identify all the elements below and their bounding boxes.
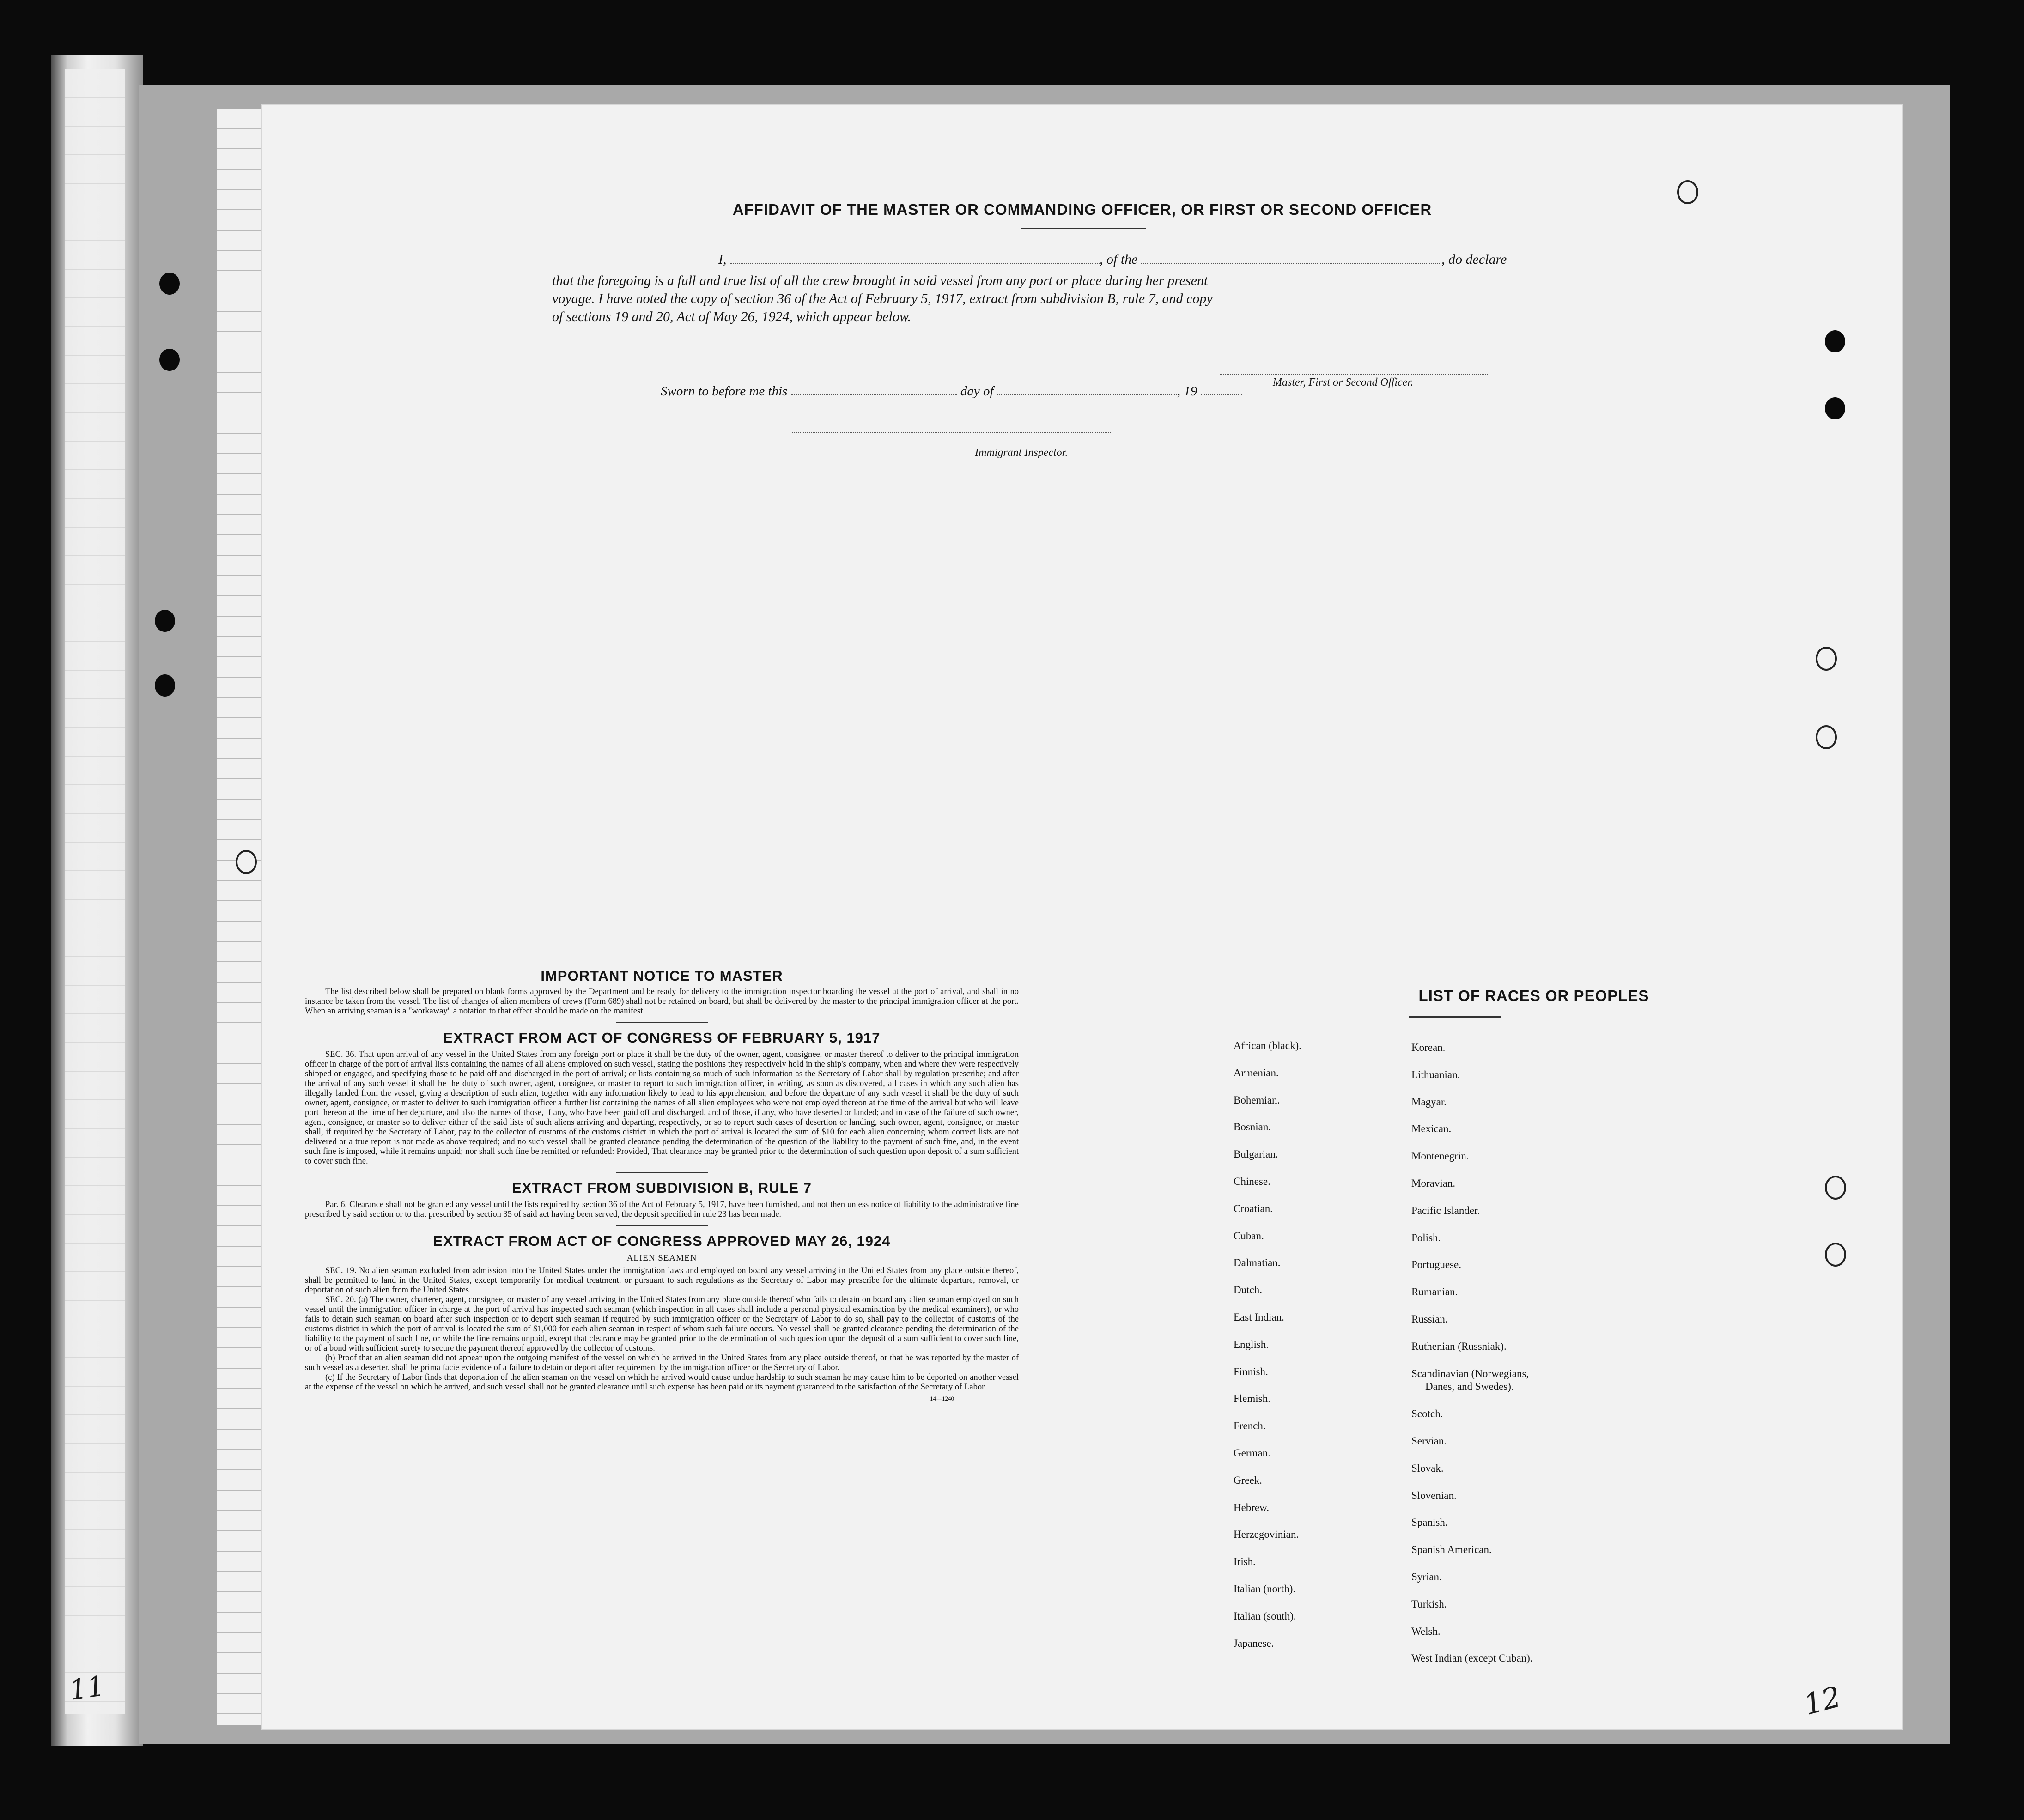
race-item: Ruthenian (Russniak). [1411,1340,1507,1352]
race-item: Japanese. [1234,1637,1274,1649]
race-item: Dutch. [1234,1284,1262,1296]
notice-divider [616,1022,708,1023]
race-item: Syrian. [1411,1571,1442,1583]
race-item: Polish. [1411,1232,1441,1244]
races-divider [1409,1016,1501,1018]
race-item: Rumanian. [1411,1286,1458,1298]
punch-hole [155,674,175,697]
race-item: West Indian (except Cuban). [1411,1652,1533,1664]
extract-1924-body [305,1266,1019,1392]
punch-hole [236,850,257,874]
punch-hole [155,610,175,632]
races-title: LIST OF RACES OR PEOPLES [1418,987,1649,1004]
race-item: Servian. [1411,1435,1447,1447]
race-item: Turkish. [1411,1598,1447,1610]
extract-1917-paragraph: SEC. 36. That upon arrival of any vessel in the United States from any foreign port or place it shall be the duty of the owner, agent, consignee, or master thereof to deliver to the principal immigration officer in charge of the port of arrival lists containing the names of all aliens employed on such vessel, stating the positions they respectively hold in the ship's company, when and where they were respectively shipped or engaged, and specifying those to be paid off and discharged in the port of arrival; or lists containing so much of such information as the Secretary of Labor shall by regulation prescribe; and after the arrival of any such vessel it shall be the duty of such owner, agent, consignee, or master to report to such immigration officer, in writing, as soon as discovered, all cases in which any such alien has illegally landed from the vessel, giving a description of such alien, together with any information likely to lead to his apprehension; and before the departure of any such vessel it shall be the duty of such owner, agent, consignee, or master to deliver to such immigration officer a further list containing the names of all alien employees who were not employed thereon at the time of the arrival but who will leave port thereon at the time of her departure, and also the names of those, if any, who have been paid off and discharged, and of those, if any, who have deserted or landed; and in case of the failure of such owner, agent, consignee, or master so to deliver either of the said lists of such aliens arriving and departing, respectively, or so to report such cases of desertion or landing, such owner, agent, consignee, or master shall, if required by the Secretary of Labor, pay to the collector of customs of the customs district in which the port of arrival is located the sum of $10 for each alien concerning whom correct lists are not delivered or a true report is not made as above required; and no such vessel shall be granted clearance pending the determination of the question of the liability to the payment of such fine, and, in the event such fine is imposed, while it remains unpaid; nor shall such fine be remitted or refunded: Provided, That clearance may be granted prior to the determination of such question upon deposit of a sum sufficient to cover such fine. [305,1050,1019,1166]
race-item: East Indian. [1234,1311,1284,1323]
race-item: Moravian. [1411,1177,1456,1189]
affidavit-line-4: of sections 19 and 20, Act of May 26, 1924, which appear below. [552,309,912,324]
punch-hole [1816,725,1837,749]
manifest-page [261,104,1903,1730]
race-item: Danes, and Swedes). [1425,1381,1514,1393]
sworn-month-blank[interactable] [997,384,1177,395]
race-item: Bosnian. [1234,1121,1271,1133]
race-item: Italian (south). [1234,1610,1296,1622]
name-blank[interactable] [730,253,1100,264]
binder-edge-pages [65,69,125,1714]
affidavit-title: AFFIDAVIT OF THE MASTER OR COMMANDING OFFICER, OR FIRST OR SECOND OFFICER [732,201,1432,218]
race-item: Irish. [1234,1556,1256,1568]
race-item: Chinese. [1234,1175,1270,1187]
race-item: Dalmatian. [1234,1257,1281,1269]
sworn-year-label: , 19 [1177,384,1197,399]
extract-1917-title: EXTRACT FROM ACT OF CONGRESS OF FEBRUARY 5, 1917 [443,1030,881,1046]
affidavit-i: I, [718,252,727,267]
inspector-signature-label: Immigrant Inspector. [975,447,1068,459]
race-item: Croatian. [1234,1202,1273,1214]
rule-7-paragraph: Par. 6. Clearance shall not be granted any vessel until the lists required by section 36 of the Act of February 5, 1917, have been furnished, and not then unless notice of liability to the administrative fine prescribed by said section or to that prescribed by section 35 of said act having been served, the deposit specified in rule 23 has been made. [305,1200,1019,1219]
sworn-prefix: Sworn to before me this [661,384,788,399]
handwritten-page-number-left: 11 [67,1670,107,1707]
race-item: Hebrew. [1234,1501,1270,1513]
races-left-column [1234,1032,1301,1657]
sworn-year-blank[interactable] [1201,384,1242,395]
sworn-day-of-label: day of [960,384,994,399]
race-item: Finnish. [1234,1365,1268,1377]
affidavit-line-1 [552,249,1776,270]
punch-hole [1825,330,1845,352]
punch-hole [1677,180,1698,204]
race-item: English. [1234,1338,1269,1350]
race-item: Armenian. [1234,1067,1279,1079]
race-item: Spanish American. [1411,1544,1492,1556]
race-item: Slovak. [1411,1462,1444,1474]
punch-hole [1816,647,1837,671]
master-signature-label: Master, First or Second Officer. [1273,376,1413,388]
notice-column [305,968,1019,1402]
race-item: Scandinavian (Norwegians, [1411,1367,1529,1379]
notice-body [305,987,1019,1016]
race-item: Portuguese. [1411,1259,1461,1271]
race-item: Korean. [1411,1042,1446,1053]
race-item: Montenegrin. [1411,1150,1469,1162]
sec-20a-paragraph: SEC. 20. (a) The owner, charterer, agent, consignee, or master of any vessel arriving in the United States from any place outside thereof who fails to detain on board any alien seaman employed on such vessel until the immigration officer in charge at the port of arrival has inspected such seaman (which inspection in all cases shall include a personal physical examination by the medical examiners), or who fails to detain such seaman on board after such inspection or to deport such seaman if required by such immigration officer or the Secretary of Labor to do so, shall pay to the collector of customs of the customs district in which the port of arrival is located the sum of $1,000 for each alien seaman in respect of whom such failure occurs. No vessel shall be granted clearance pending the determination of the liability to the payment of such fine, or while the fine remains unpaid, except that clearance may be granted prior to the determination of such question upon the deposit of a sum sufficient to cover such fine, or of a bond with sufficient surety to secure the payment thereof approved by the collector of customs. [305,1295,1019,1353]
race-item: Russian. [1411,1313,1448,1325]
form-number: 14—1240 [930,1395,954,1402]
race-item: Spanish. [1411,1517,1448,1529]
affidavit-line-3: voyage. I have noted the copy of section 36 of the Act of February 5, 1917, extract from subdivision B, rule 7, and copy [552,291,1213,306]
race-item: Pacific Islander. [1411,1204,1480,1216]
inspector-signature-line[interactable] [792,432,1111,433]
rule-7-divider [616,1225,708,1226]
extract-1917-divider [616,1172,708,1173]
race-item: Slovenian. [1411,1489,1457,1501]
race-item: Scotch. [1411,1408,1443,1420]
sec-20c-paragraph: (c) If the Secretary of Labor finds that deportation of the alien seaman on the vessel on which he arrived would cause undue hardship to such seaman he may cause him to be deported on another vessel at the expense of the vessel on which he arrived, and such vessel shall not be granted clearance until such expense has been paid or its payment guaranteed to the satisfaction of the Secretary of Labor. [305,1373,1019,1392]
race-item: French. [1234,1420,1266,1432]
punch-hole [1825,1243,1846,1267]
race-item: African (black). [1234,1040,1301,1051]
of-the-label: , of the [1100,252,1138,267]
punch-hole [159,273,180,295]
alien-seamen-subtitle: ALIEN SEAMEN [626,1253,697,1263]
extract-1917-body [305,1050,1019,1166]
race-item: German. [1234,1447,1270,1459]
race-item: Herzegovinian. [1234,1529,1299,1541]
rule-7-title: EXTRACT FROM SUBDIVISION B, RULE 7 [512,1180,812,1196]
affidavit-line-2: that the foregoing is a full and true list of all the crew brought in said vessel from any port or place during her present [552,273,1208,288]
title-divider [1021,228,1146,229]
race-item: Bohemian. [1234,1094,1280,1106]
master-signature-line[interactable] [1220,374,1488,375]
races-right-column [1411,1034,1533,1672]
race-item: Flemish. [1234,1393,1270,1405]
sec-19-paragraph: SEC. 19. No alien seaman excluded from admission into the United States under the immigration laws and employed on board any vessel arriving in the United States from any place outside thereof, shall be permitted to land in the United States, except temporarily for medical treatment, or pursuant to such regulations as the Secretary of Labor may prescribe for the ultimate departure, removal, or deportation of such alien from the United States. [305,1266,1019,1295]
notice-title: IMPORTANT NOTICE TO MASTER [541,968,783,984]
rule-7-body [305,1200,1019,1219]
race-item: Welsh. [1411,1625,1441,1637]
sec-20b-paragraph: (b) Proof that an alien seaman did not appear upon the outgoing manifest of the vessel on which he arrived in the United States from any place outside thereof, or that he was reported by the master of such vessel as a deserter, shall be prima facie evidence of a failure to detain or deport after requirement by the immigration officer or the Secretary of Labor. [305,1353,1019,1372]
race-item: Mexican. [1411,1123,1452,1135]
race-item: Greek. [1234,1474,1262,1486]
race-item: Bulgarian. [1234,1148,1278,1160]
sworn-day-blank[interactable] [791,384,957,395]
extract-1924-title: EXTRACT FROM ACT OF CONGRESS APPROVED MAY 26, 1924 [433,1233,891,1249]
race-item: Italian (north). [1234,1583,1296,1595]
do-declare-label: , do declare [1441,252,1507,267]
race-item: Cuban. [1234,1230,1264,1242]
sworn-line [661,381,1307,401]
punch-hole [1825,1176,1846,1200]
race-item: Magyar. [1411,1096,1447,1108]
handwritten-page-number-right: 12 [1800,1680,1845,1722]
vessel-blank[interactable] [1141,253,1441,264]
race-item: Lithuanian. [1411,1068,1460,1080]
punch-hole [1825,397,1845,419]
punch-hole [159,349,180,371]
notice-paragraph: The list described below shall be prepared on blank forms approved by the Department and be ready for delivery to the immigration inspector boarding the vessel at the port of arrival, and shall in no instance be taken from the vessel. The list of changes of alien members of crews (Form 689) shall not be retained on board, but shall be delivered by the master to the principal immigration officer at the port. When an arriving seaman is a "workaway" a notation to that effect should be made on the manifest. [305,987,1019,1016]
